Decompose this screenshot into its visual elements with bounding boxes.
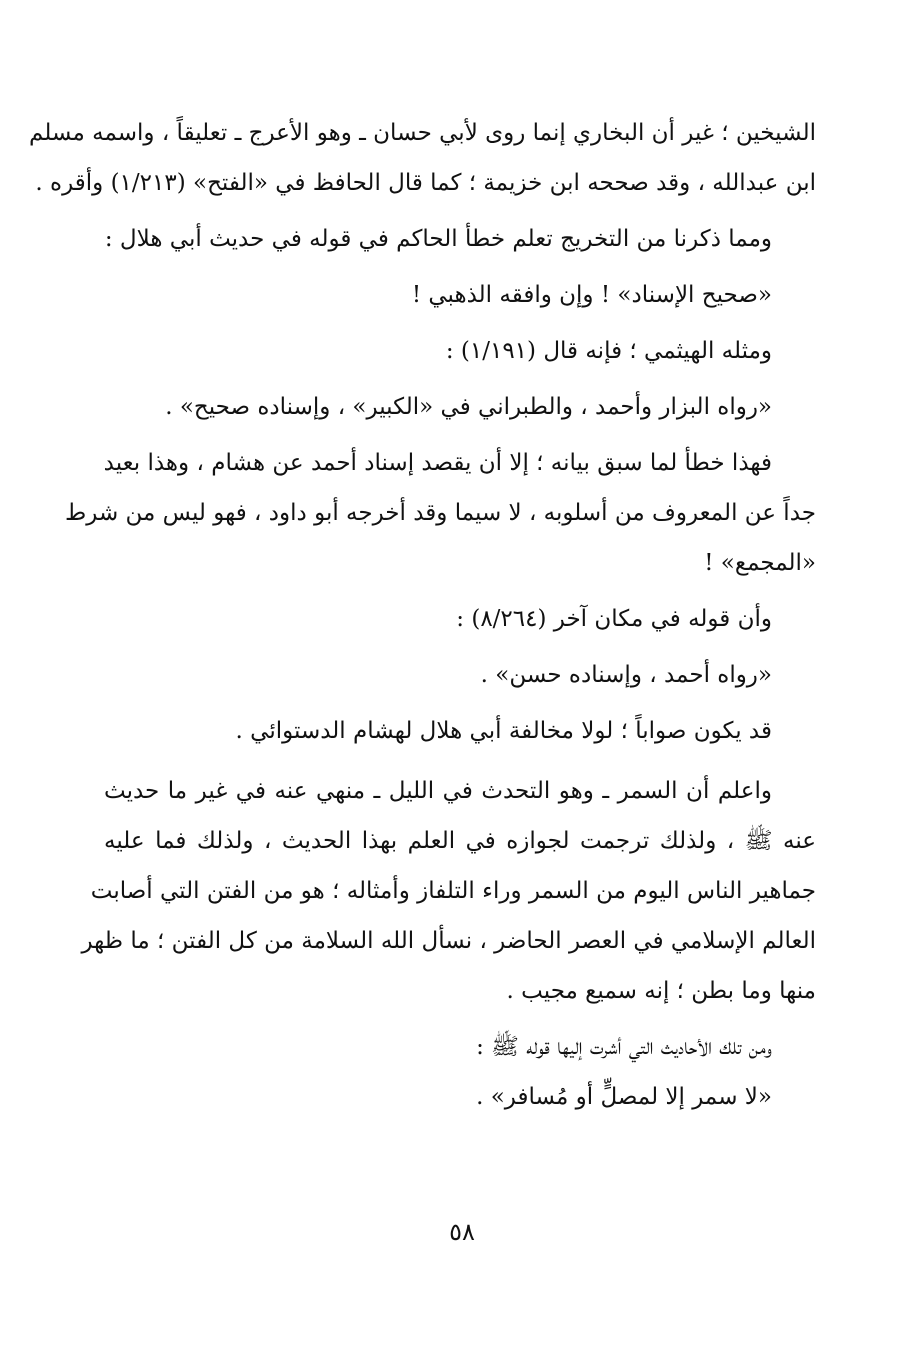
quote-line: «لا سمر إلا لمصلٍّ أو مُسافر» . xyxy=(476,1084,772,1110)
quote-line: «رواه أحمد ، وإسناده حسن» . xyxy=(480,662,772,688)
text-line: «المجمع» ! xyxy=(704,550,816,576)
text-line: فهذا خطأ لما سبق بيانه ؛ إلا أن يقصد إسناد أحمد عن هشام ، وهذا بعيد xyxy=(103,450,772,476)
quote-line: «رواه البزار وأحمد ، والطبراني في «الكبير» ، وإسناده صحيح» . xyxy=(165,394,772,420)
text-line: قد يكون صواباً ؛ لولا مخالفة أبي هلال لهشام الدستوائي . xyxy=(235,718,772,744)
text-line: عنه ﷺ ، ولذلك ترجمت لجوازه في العلم بهذا الحديث ، ولذلك فما عليه xyxy=(104,828,816,854)
text-line: ومثله الهيثمي ؛ فإنه قال (١/١٩١) : xyxy=(445,338,772,364)
text-line: وأن قوله في مكان آخر (٨/٢٦٤) : xyxy=(456,606,772,632)
text-line: ابن عبدالله ، وقد صححه ابن خزيمة ؛ كما قال الحافظ في «الفتح» (١/٢١٣) وأقره . xyxy=(35,170,816,196)
text-line: جداً عن المعروف من أسلوبه ، لا سيما وقد أخرجه أبو داود ، فهو ليس من شرط xyxy=(64,500,816,526)
text-line: العالم الإسلامي في العصر الحاضر ، نسأل الله السلامة من كل الفتن ؛ ما ظهر xyxy=(81,928,816,954)
text-line: جماهير الناس اليوم من السمر وراء التلفاز وأمثاله ؛ هو من الفتن التي أصابت xyxy=(90,878,816,904)
text-line: ومما ذكرنا من التخريج تعلم خطأ الحاكم في قوله في حديث أبي هلال : xyxy=(104,226,772,252)
text-line: منها وما بطن ؛ إنه سميع مجيب . xyxy=(506,978,816,1004)
text-line: الشيخين ؛ غير أن البخاري إنما روى لأبي حسان ـ وهو الأعرج ـ تعليقاً ، واسمه مسلم xyxy=(29,120,816,146)
page-number: ٥٨ xyxy=(449,1218,475,1246)
quote-line: «صحيح الإسناد» ! وإن وافقه الذهبي ! xyxy=(411,282,772,308)
text-line: ومن تلك الأحاديث التي أشرت إليها قوله ﷺ : xyxy=(476,1034,772,1060)
text-line: واعلم أن السمر ـ وهو التحدث في الليل ـ منهي عنه في غير ما حديث xyxy=(104,778,772,804)
